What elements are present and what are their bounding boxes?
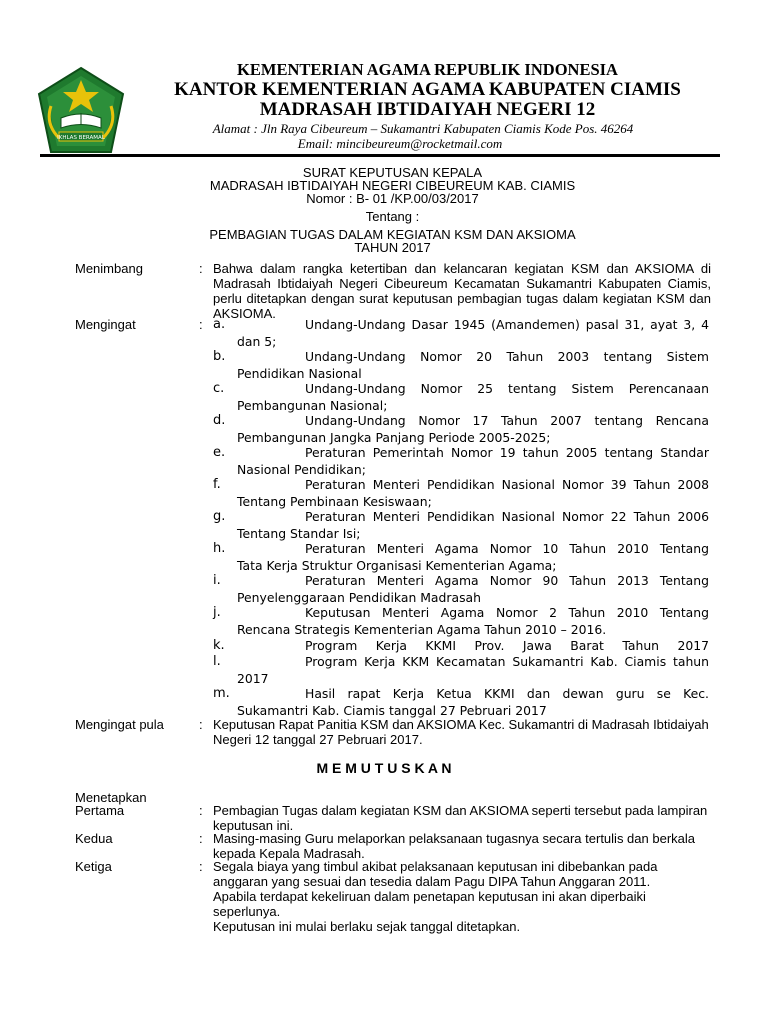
mengingat-item-continuation: Tata Kerja Struktur Organisasi Kementerian Agama;: [237, 557, 557, 573]
mengingat-item-letter: d.: [213, 413, 226, 428]
ketiga-line-3: Keputusan ini mulai berlaku sejak tanggal ditetapkan.: [213, 919, 521, 934]
menetapkan-label: Menetapkan: [75, 790, 147, 805]
mengingat-item-text: Undang-Undang Nomor 25 tentang Sistem Perencanaan: [305, 381, 709, 396]
mengingat-item-text: Peraturan Menteri Pendidikan Nasional Nomor 22 Tahun 2006: [305, 509, 709, 524]
header-address: Alamat : Jln Raya Cibeureum – Sukamantri Kabupaten Ciamis Kode Pos. 46264: [212, 121, 634, 136]
mengingat-item-letter: m.: [213, 686, 230, 701]
mengingat-item-text: Undang-Undang Nomor 17 Tahun 2007 tentang Rencana: [305, 413, 709, 428]
decree-title: SURAT KEPUTUSAN KEPALA: [302, 165, 483, 180]
mengingat-item: [237, 413, 709, 446]
mengingat-item-letter: l.: [213, 654, 221, 669]
decree-subject-year: TAHUN 2017: [354, 240, 431, 255]
header-office: KANTOR KEMENTERIAN AGAMA KABUPATEN CIAMIS: [174, 79, 681, 100]
menimbang-text: Bahwa dalam rangka ketertiban dan kelancaran kegiatan KSM dan AKSIOMA di Madrasah Ibtidaiyah Negeri Cibeureum Kecamatan Sukamantri Kabupaten Ciamis, perlu ditetapkan dengan surat keputusan pembagian tugas dalam kegiatan KSM dan AKSIOMA.: [213, 261, 711, 321]
kedua-text: Masing-masing Guru melaporkan pelaksanaan tugasnya secara tertulis dan berkala kepada Kepala Madrasah.: [213, 831, 695, 861]
mengingat-item: [237, 509, 709, 542]
mengingat-label: Mengingat: [75, 317, 136, 332]
mengingat-item: [237, 381, 709, 414]
mengingat-item-letter: g.: [213, 509, 226, 524]
mengingat-item: [237, 349, 709, 382]
header-divider: [40, 154, 720, 157]
mengingat-item-text: Undang-Undang Dasar 1945 (Amandemen) pasal 31, ayat 3, 4: [305, 317, 709, 332]
mengingat-item: [237, 445, 709, 478]
mengingat-item: [237, 477, 709, 510]
mengingat-pula-label: Mengingat pula: [75, 717, 164, 732]
mengingat-colon: :: [199, 317, 203, 332]
memutuskan-heading: M E M U T U S K A N: [316, 760, 452, 776]
mengingat-item-text: Peraturan Menteri Agama Nomor 10 Tahun 2010 Tentang: [305, 541, 709, 556]
mengingat-item-letter: a.: [213, 317, 226, 332]
mengingat-item-continuation: dan 5;: [237, 333, 277, 349]
mengingat-item-continuation: Pembangunan Nasional;: [237, 397, 388, 413]
mengingat-item-text: Hasil rapat Kerja Ketua KKMI dan dewan guru se Kec.: [305, 686, 709, 701]
mengingat-item: [237, 638, 709, 655]
header-ministry: KEMENTERIAN AGAMA REPUBLIK INDONESIA: [237, 60, 618, 79]
decree-subject: PEMBAGIAN TUGAS DALAM KEGIATAN KSM DAN AKSIOMA: [209, 227, 576, 242]
ketiga-line-1: Segala biaya yang timbul akibat pelaksanaan keputusan ini dibebankan pada anggaran yang sesuai dan tesedia dalam Pagu DIPA Tahun Anggaran 2011.: [213, 859, 658, 889]
kedua-colon: :: [199, 831, 203, 846]
menimbang-label: Menimbang: [75, 261, 143, 276]
header-email: Email: mincibeureum@rocketmail.com: [297, 136, 503, 151]
mengingat-item-letter: i.: [213, 573, 221, 588]
ketiga-colon: :: [199, 859, 203, 874]
mengingat-item-continuation: 2017: [237, 670, 269, 686]
pertama-label: Pertama: [75, 803, 125, 818]
header-school: MADRASAH IBTIDAIYAH NEGERI 12: [259, 99, 596, 120]
mengingat-item-continuation: Nasional Pendidikan;: [237, 461, 366, 477]
mengingat-item-continuation: Pembangunan Jangka Panjang Periode 2005-2025;: [237, 429, 551, 445]
mengingat-item-text: Undang-Undang Nomor 20 Tahun 2003 tentang Sistem: [305, 349, 709, 364]
mengingat-item: [237, 317, 709, 350]
pertama-text: Pembagian Tugas dalam kegiatan KSM dan AKSIOMA seperti tersebut pada lampiran keputusan ini.: [213, 803, 708, 833]
decree-number: Nomor : B- 01 /KP.00/03/2017: [306, 191, 479, 206]
decree-institution: MADRASAH IBTIDAIYAH NEGERI CIBEUREUM KAB. CIAMIS: [209, 178, 576, 193]
mengingat-item-letter: b.: [213, 349, 226, 364]
ketiga-line-2: Apabila terdapat kekeliruan dalam penetapan keputusan ini akan diperbaiki seperlunya.: [213, 889, 646, 919]
mengingat-item-continuation: Pendidikan Nasional: [237, 365, 362, 381]
mengingat-item-continuation: Penyelenggaraan Pendidikan Madrasah: [237, 589, 481, 605]
mengingat-pula-colon: :: [199, 717, 203, 732]
ketiga-label: Ketiga: [75, 859, 112, 874]
mengingat-item-text: Keputusan Menteri Agama Nomor 2 Tahun 2010 Tentang: [305, 605, 709, 620]
mengingat-item: [237, 541, 709, 574]
mengingat-item-text: Peraturan Menteri Pendidikan Nasional Nomor 39 Tahun 2008: [305, 477, 709, 492]
mengingat-item-text: Program Kerja KKMI Prov. Jawa Barat Tahun 2017: [305, 638, 709, 653]
mengingat-item-letter: c.: [213, 381, 225, 396]
mengingat-pula-text: Keputusan Rapat Panitia KSM dan AKSIOMA Kec. Sukamantri di Madrasah Ibtidaiyah Negeri 12 tanggal 27 Pebruari 2017.: [213, 717, 709, 747]
mengingat-item-continuation: Sukamantri Kab. Ciamis tanggal 27 Pebruari 2017: [237, 702, 547, 718]
kedua-label: Kedua: [75, 831, 113, 846]
mengingat-item-letter: k.: [213, 638, 225, 653]
logo-motto: IKHLAS BERAMAL: [57, 135, 105, 141]
ketiga-text: [213, 859, 711, 934]
mengingat-item-text: Peraturan Pemerintah Nomor 19 tahun 2005 tentang Standar: [305, 445, 709, 460]
mengingat-item-continuation: Tentang Pembinaan Kesiswaan;: [237, 493, 432, 509]
mengingat-item: [237, 686, 709, 719]
mengingat-item-letter: e.: [213, 445, 226, 460]
mengingat-item-text: Peraturan Menteri Agama Nomor 90 Tahun 2013 Tentang: [305, 573, 709, 588]
mengingat-item-letter: j.: [213, 605, 221, 620]
mengingat-item-letter: f.: [213, 477, 221, 492]
decree-tentang: Tentang :: [365, 209, 420, 224]
mengingat-item-continuation: Tentang Standar Isi;: [237, 525, 361, 541]
mengingat-item: [237, 605, 709, 638]
mengingat-item-text: Program Kerja KKM Kecamatan Sukamantri Kab. Ciamis tahun: [305, 654, 709, 669]
mengingat-item: [237, 654, 709, 687]
mengingat-item-letter: h.: [213, 541, 226, 556]
pertama-colon: :: [199, 803, 203, 818]
menimbang-colon: :: [199, 261, 203, 276]
mengingat-item: [237, 573, 709, 606]
mengingat-item-continuation: Rencana Strategis Kementerian Agama Tahun 2010 – 2016.: [237, 621, 607, 637]
